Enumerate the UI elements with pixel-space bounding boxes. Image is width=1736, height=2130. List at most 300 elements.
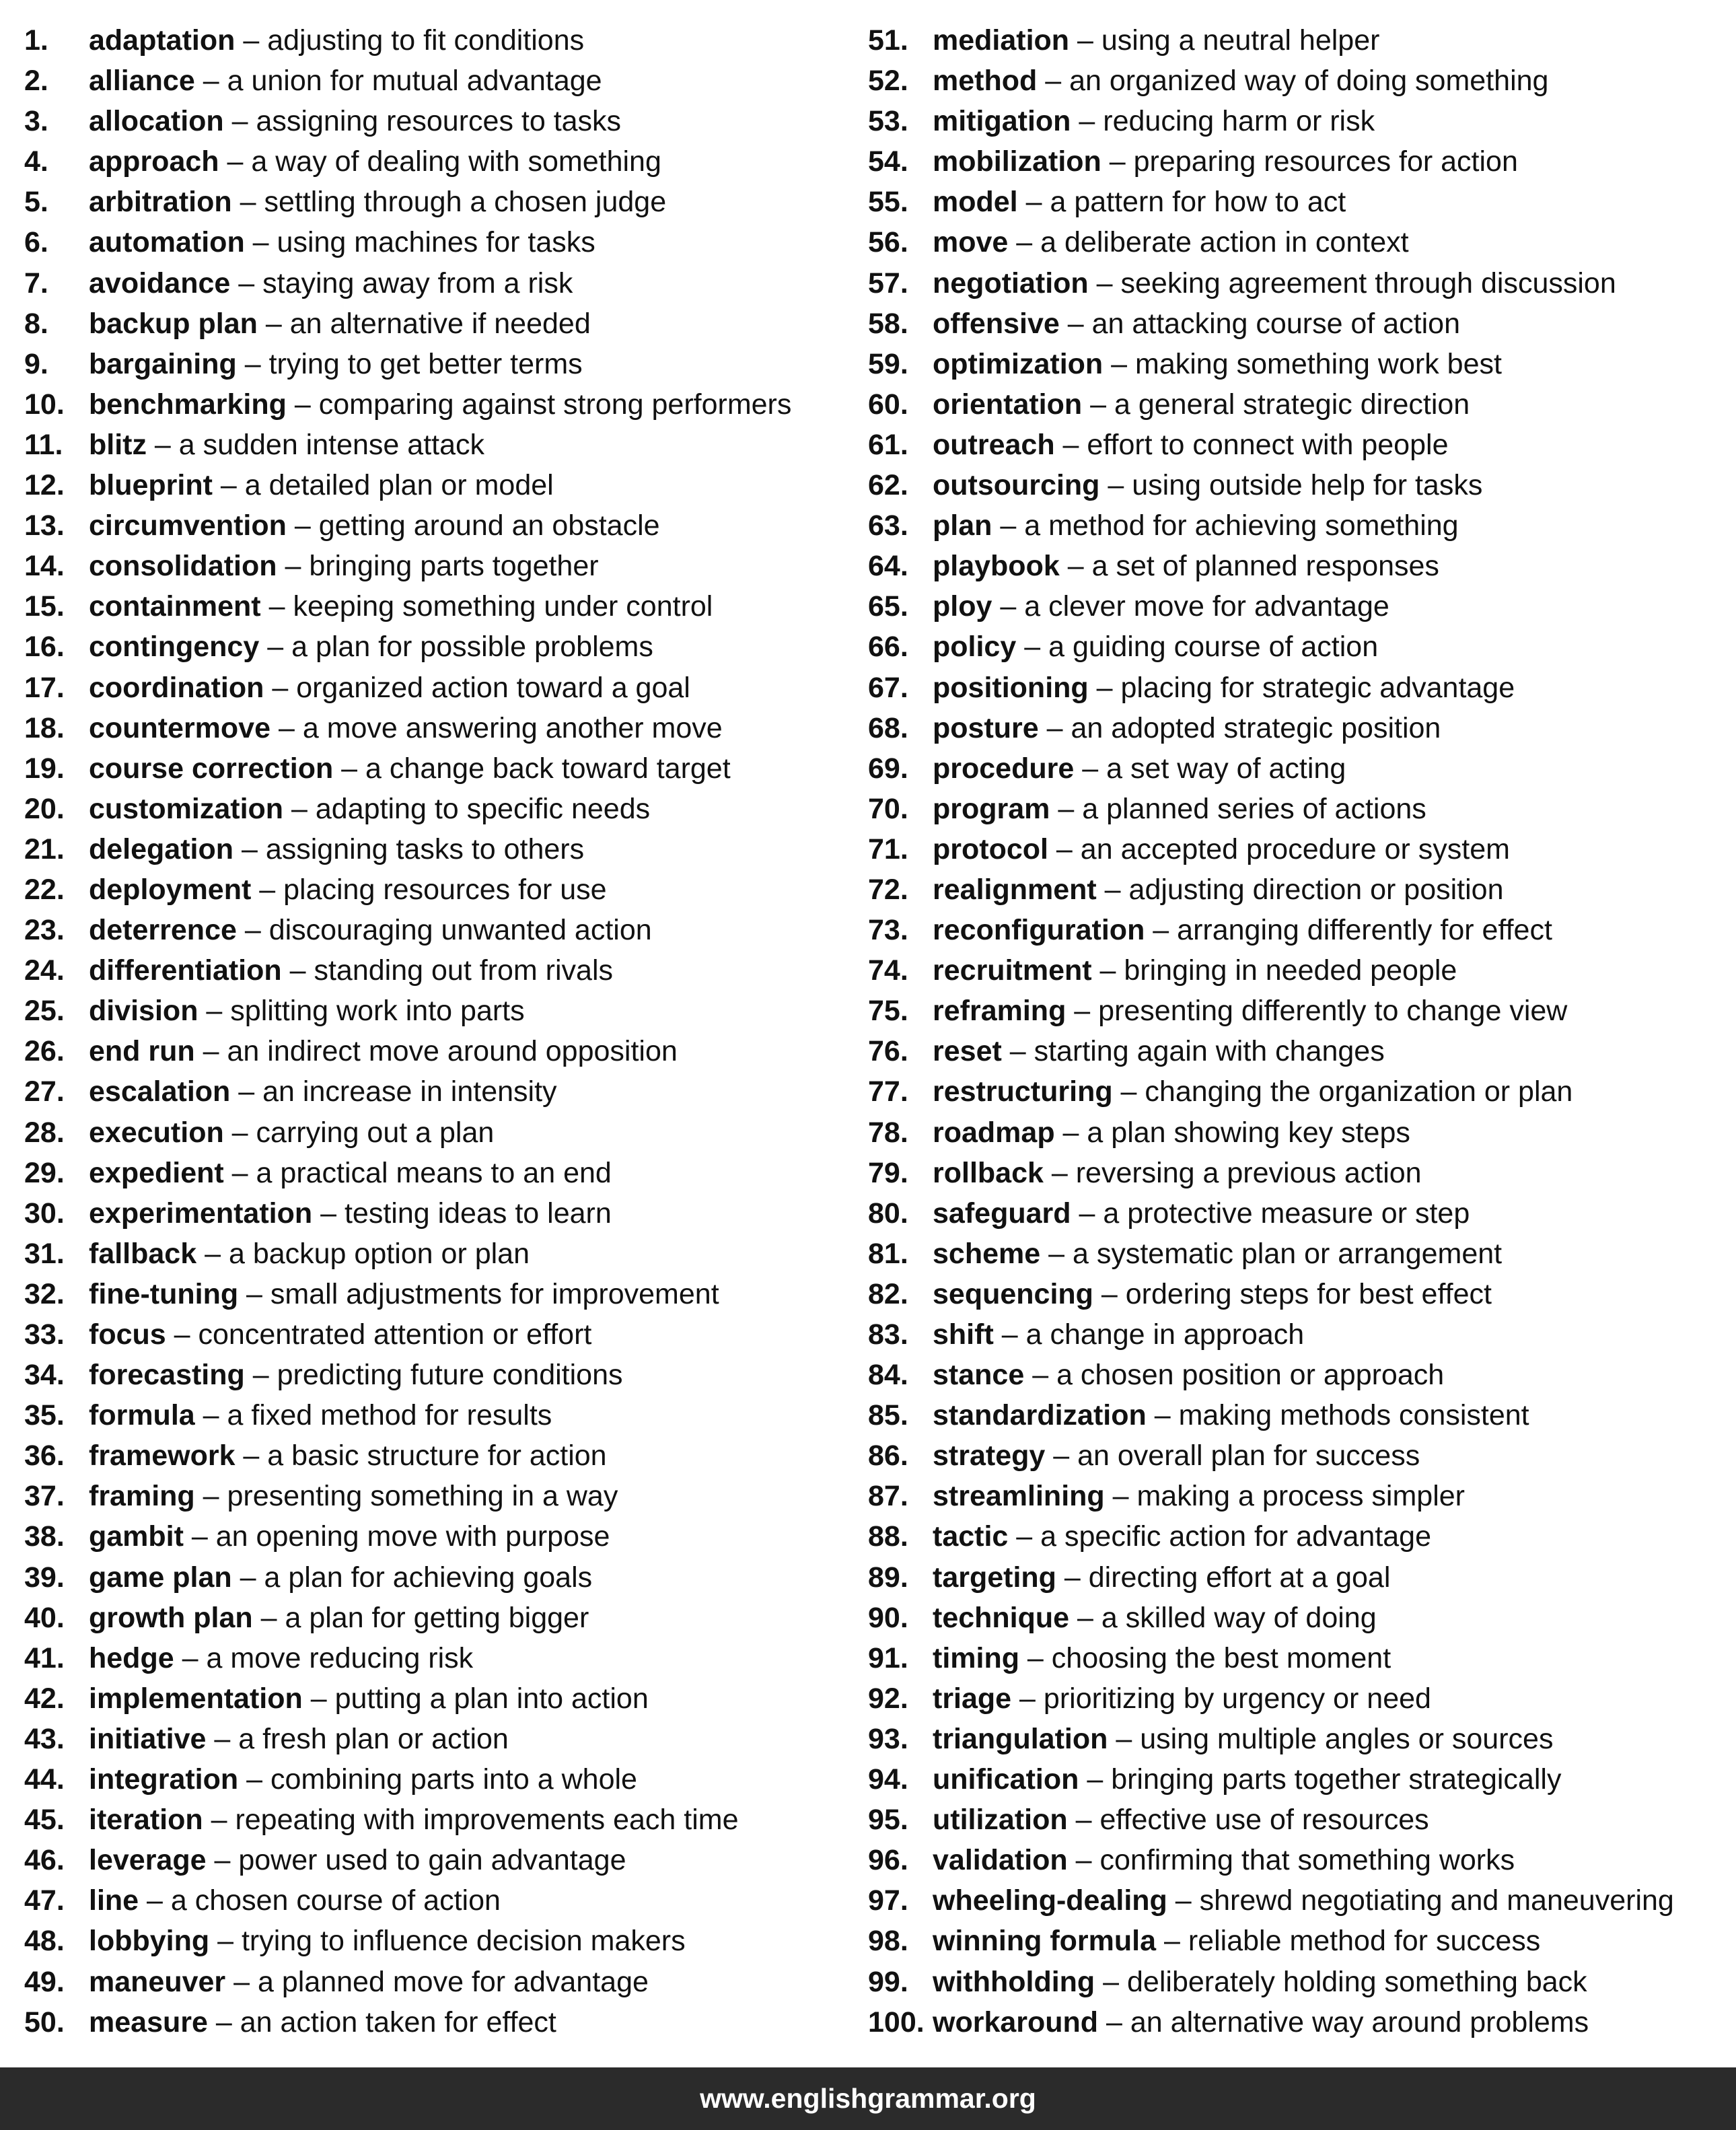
item-definition: preparing resources for action	[1133, 145, 1518, 178]
item-definition: changing the organization or plan	[1145, 1075, 1573, 1108]
item-definition: arranging differently for effect	[1177, 914, 1552, 947]
item-separator: –	[1056, 1561, 1089, 1594]
item-term: restructuring	[933, 1075, 1113, 1108]
item-number: 68.	[868, 711, 908, 744]
list-item	[868, 1476, 1729, 1516]
item-number: 92.	[868, 1682, 908, 1715]
item-definition: comparing against strong performers	[318, 388, 792, 421]
item-number: 87.	[868, 1480, 908, 1513]
item-separator: –	[1059, 307, 1092, 340]
item-separator: –	[194, 1035, 227, 1068]
item-definition: splitting work into parts	[230, 995, 525, 1028]
item-number: 7.	[24, 267, 48, 299]
item-number: 42.	[24, 1682, 65, 1715]
item-term: formula	[89, 1399, 195, 1432]
item-definition: starting again with changes	[1034, 1035, 1385, 1068]
item-separator: –	[270, 711, 303, 744]
list-item	[868, 304, 1729, 344]
item-separator: –	[203, 1804, 236, 1837]
item-number: 65.	[868, 590, 908, 623]
item-term: withholding	[933, 1965, 1095, 1998]
item-term: bargaining	[89, 347, 237, 380]
list-item	[868, 101, 1729, 141]
item-term: positioning	[933, 671, 1089, 704]
item-separator: –	[1101, 145, 1134, 178]
list-item	[868, 505, 1729, 546]
item-term: mediation	[933, 24, 1070, 57]
item-number: 19.	[24, 752, 65, 785]
list-item	[868, 829, 1729, 869]
item-definition: reducing harm or risk	[1103, 105, 1375, 138]
item-number: 46.	[24, 1844, 65, 1877]
item-definition: an organized way of doing something	[1069, 65, 1549, 98]
item-number: 59.	[868, 347, 908, 380]
list-item	[868, 869, 1729, 910]
item-number: 52.	[868, 65, 908, 98]
item-separator: –	[235, 1440, 268, 1472]
item-number: 29.	[24, 1156, 65, 1189]
list-item	[24, 950, 859, 991]
item-number: 40.	[24, 1601, 65, 1634]
list-item	[24, 586, 859, 627]
list-item	[868, 1516, 1729, 1557]
item-separator: –	[1167, 1884, 1200, 1917]
list-item	[868, 627, 1729, 667]
list-item	[868, 1031, 1729, 1071]
item-term: leverage	[89, 1844, 207, 1877]
item-definition: adapting to specific needs	[315, 792, 651, 825]
list-item	[24, 1314, 859, 1355]
item-definition: adjusting direction or position	[1128, 873, 1504, 906]
item-separator: –	[207, 2005, 240, 2038]
list-item	[24, 1153, 859, 1193]
item-term: program	[933, 792, 1050, 825]
list-item	[868, 708, 1729, 748]
list-item	[868, 1112, 1729, 1153]
item-definition: an alternative way around problems	[1130, 2005, 1589, 2038]
item-number: 88.	[868, 1520, 908, 1553]
item-separator: –	[1045, 1440, 1078, 1472]
item-term: realignment	[933, 873, 1097, 906]
item-number: 69.	[868, 752, 908, 785]
item-number: 50.	[24, 2005, 65, 2038]
list-item	[868, 1678, 1729, 1719]
list-item	[868, 1880, 1729, 1921]
item-definition: bringing parts together strategically	[1111, 1763, 1562, 1796]
word-list-column-left	[24, 20, 859, 2043]
item-definition: a backup option or plan	[228, 1237, 530, 1270]
list-item	[24, 708, 859, 748]
item-separator: –	[257, 307, 290, 340]
item-term: arbitration	[89, 186, 232, 219]
item-definition: a systematic plan or arrangement	[1072, 1237, 1503, 1270]
item-term: benchmarking	[89, 388, 287, 421]
item-term: reframing	[933, 995, 1066, 1028]
item-separator: –	[236, 914, 269, 947]
item-definition: a move answering another move	[302, 711, 723, 744]
item-separator: –	[244, 1359, 277, 1392]
list-item	[868, 1719, 1729, 1759]
item-number: 70.	[868, 792, 908, 825]
item-term: blitz	[89, 428, 147, 461]
item-number: 93.	[868, 1722, 908, 1755]
list-item	[868, 748, 1729, 789]
item-separator: –	[252, 1601, 285, 1634]
item-separator: –	[194, 1480, 227, 1513]
item-number: 60.	[868, 388, 908, 421]
item-definition: bringing in needed people	[1124, 954, 1457, 987]
item-number: 99.	[868, 1965, 908, 1998]
list-item	[868, 1234, 1729, 1274]
list-item	[868, 1274, 1729, 1314]
item-number: 98.	[868, 1925, 908, 1958]
item-number: 17.	[24, 671, 65, 704]
item-separator: –	[1011, 1682, 1044, 1715]
item-term: rollback	[933, 1156, 1044, 1189]
item-separator: –	[1054, 1116, 1087, 1149]
item-definition: a change in approach	[1025, 1318, 1305, 1351]
item-number: 71.	[868, 832, 908, 865]
item-definition: repeating with improvements each time	[235, 1804, 739, 1837]
item-definition: a detailed plan or model	[244, 469, 554, 502]
item-term: outsourcing	[933, 469, 1100, 502]
list-item	[868, 465, 1729, 505]
item-definition: an alternative if needed	[289, 307, 591, 340]
item-term: method	[933, 65, 1038, 98]
item-definition: a practical means to an end	[256, 1156, 612, 1189]
item-term: optimization	[933, 347, 1104, 380]
item-definition: a clever move for advantage	[1024, 590, 1389, 623]
item-number: 15.	[24, 590, 65, 623]
item-term: workaround	[933, 2005, 1099, 2038]
word-list-column-right	[868, 20, 1729, 2043]
item-term: reconfiguration	[933, 914, 1145, 947]
list-item	[24, 1112, 859, 1153]
item-number: 33.	[24, 1318, 65, 1351]
item-term: countermove	[89, 711, 271, 744]
item-number: 66.	[868, 631, 908, 664]
item-definition: making a process simpler	[1136, 1480, 1465, 1513]
item-number: 35.	[24, 1399, 65, 1432]
item-separator: –	[166, 1318, 198, 1351]
item-definition: a pattern for how to act	[1050, 186, 1346, 219]
item-number: 63.	[868, 509, 908, 542]
item-term: game plan	[89, 1561, 232, 1594]
item-separator: –	[1071, 1197, 1104, 1230]
item-number: 36.	[24, 1440, 65, 1472]
item-term: utilization	[933, 1804, 1068, 1837]
item-separator: –	[1037, 65, 1070, 98]
list-item	[24, 1395, 859, 1435]
item-definition: choosing the best moment	[1051, 1641, 1391, 1674]
word-list	[0, 20, 1736, 2039]
item-definition: trying to get better terms	[268, 347, 583, 380]
list-item	[868, 1435, 1729, 1476]
item-number: 1.	[24, 24, 48, 57]
item-separator: –	[1043, 1156, 1076, 1189]
item-separator: –	[223, 1116, 256, 1149]
item-definition: an overall plan for success	[1077, 1440, 1420, 1472]
item-separator: –	[1093, 1277, 1126, 1310]
footer-url[interactable]: www.englishgrammar.org	[700, 2083, 1036, 2114]
item-number: 28.	[24, 1116, 65, 1149]
item-separator: –	[993, 1318, 1026, 1351]
item-number: 91.	[868, 1641, 908, 1674]
item-term: line	[89, 1884, 139, 1917]
item-number: 30.	[24, 1197, 65, 1230]
item-definition: assigning tasks to others	[265, 832, 585, 865]
item-number: 80.	[868, 1197, 908, 1230]
item-term: adaptation	[89, 24, 236, 57]
item-definition: using multiple angles or sources	[1140, 1722, 1554, 1755]
item-number: 9.	[24, 347, 48, 380]
list-item	[868, 1759, 1729, 1800]
item-separator: –	[281, 954, 314, 987]
list-item	[868, 586, 1729, 627]
item-term: validation	[933, 1844, 1068, 1877]
item-number: 57.	[868, 267, 908, 299]
item-separator: –	[146, 428, 179, 461]
item-separator: –	[1146, 1399, 1179, 1432]
list-item	[868, 1314, 1729, 1355]
item-separator: –	[277, 550, 310, 583]
item-term: scheme	[933, 1237, 1041, 1270]
item-term: protocol	[933, 832, 1048, 865]
item-term: approach	[89, 145, 219, 178]
item-term: roadmap	[933, 1116, 1055, 1149]
item-definition: discouraging unwanted action	[268, 914, 652, 947]
list-item	[868, 546, 1729, 586]
item-number: 45.	[24, 1804, 65, 1837]
list-item	[24, 61, 859, 101]
item-number: 11.	[24, 428, 63, 461]
item-separator: –	[1001, 1035, 1034, 1068]
item-separator: –	[333, 752, 366, 785]
item-number: 2.	[24, 65, 48, 98]
item-definition: seeking agreement through discussion	[1120, 267, 1616, 299]
list-item	[868, 1355, 1729, 1395]
item-number: 21.	[24, 832, 65, 865]
item-definition: prioritizing by urgency or need	[1043, 1682, 1431, 1715]
item-term: strategy	[933, 1440, 1046, 1472]
list-item	[24, 1274, 859, 1314]
list-item	[868, 263, 1729, 304]
item-term: move	[933, 226, 1009, 259]
list-item	[868, 2002, 1729, 2043]
item-term: timing	[933, 1641, 1019, 1674]
item-term: playbook	[933, 550, 1060, 583]
item-definition: a protective measure or step	[1103, 1197, 1470, 1230]
list-item	[24, 910, 859, 950]
list-item	[24, 384, 859, 425]
item-term: triage	[933, 1682, 1012, 1715]
item-separator: –	[1099, 469, 1132, 502]
item-separator: –	[1008, 226, 1041, 259]
item-term: measure	[89, 2005, 208, 2038]
item-term: hedge	[89, 1641, 174, 1674]
list-item	[868, 182, 1729, 222]
list-item	[24, 101, 859, 141]
item-definition: standing out from rivals	[314, 954, 614, 987]
list-item	[24, 1800, 859, 1840]
item-separator: –	[139, 1884, 171, 1917]
item-separator: –	[1079, 1763, 1112, 1796]
item-definition: an action taken for effect	[240, 2005, 556, 2038]
item-term: deterrence	[89, 914, 237, 947]
item-definition: presenting something in a way	[227, 1480, 618, 1513]
item-term: avoidance	[89, 267, 231, 299]
list-item	[868, 1071, 1729, 1112]
item-separator: –	[194, 65, 227, 98]
item-term: integration	[89, 1763, 239, 1796]
item-term: mobilization	[933, 145, 1101, 178]
item-separator: –	[206, 1722, 239, 1755]
item-definition: shrewd negotiating and maneuvering	[1199, 1884, 1674, 1917]
item-separator: –	[1054, 428, 1087, 461]
list-item	[868, 20, 1729, 61]
item-definition: using machines for tasks	[277, 226, 595, 259]
item-separator: –	[1017, 186, 1050, 219]
item-separator: –	[1112, 1075, 1145, 1108]
list-item	[24, 425, 859, 465]
item-definition: adjusting to fit conditions	[267, 24, 585, 57]
item-definition: staying away from a risk	[262, 267, 573, 299]
list-item	[24, 1962, 859, 2002]
item-separator: –	[235, 24, 268, 57]
item-definition: effort to connect with people	[1087, 428, 1449, 461]
item-definition: a plan for achieving goals	[264, 1561, 593, 1594]
item-number: 72.	[868, 873, 908, 906]
list-item	[868, 141, 1729, 182]
item-number: 14.	[24, 550, 65, 583]
item-number: 10.	[24, 388, 65, 421]
list-item	[24, 263, 859, 304]
list-item	[24, 344, 859, 384]
list-item	[24, 1071, 859, 1112]
item-separator: –	[231, 1561, 264, 1594]
item-separator: –	[251, 873, 284, 906]
item-term: mitigation	[933, 105, 1071, 138]
item-definition: a plan showing key steps	[1087, 1116, 1410, 1149]
item-definition: a planned move for advantage	[257, 1965, 649, 1998]
item-definition: deliberately holding something back	[1127, 1965, 1587, 1998]
item-term: plan	[933, 509, 992, 542]
item-term: fallback	[89, 1237, 197, 1270]
item-separator: –	[238, 1277, 270, 1310]
list-item	[868, 910, 1729, 950]
item-definition: a union for mutual advantage	[227, 65, 602, 98]
item-term: contingency	[89, 631, 260, 664]
item-term: offensive	[933, 307, 1060, 340]
item-term: customization	[89, 792, 284, 825]
site-footer	[0, 2067, 1736, 2130]
item-term: technique	[933, 1601, 1070, 1634]
item-separator: –	[230, 267, 263, 299]
item-term: framework	[89, 1440, 236, 1472]
item-definition: trying to influence decision makers	[241, 1925, 686, 1958]
item-number: 54.	[868, 145, 908, 178]
list-item	[24, 20, 859, 61]
item-separator: –	[1019, 1641, 1052, 1674]
item-separator: –	[1071, 105, 1104, 138]
item-number: 95.	[868, 1804, 908, 1837]
item-number: 49.	[24, 1965, 65, 1998]
item-separator: –	[312, 1197, 345, 1230]
list-item	[868, 1638, 1729, 1678]
item-separator: –	[286, 388, 319, 421]
item-definition: assigning resources to tasks	[256, 105, 622, 138]
item-definition: predicting future conditions	[277, 1359, 623, 1392]
item-term: course correction	[89, 752, 334, 785]
list-item	[868, 1962, 1729, 2002]
item-definition: confirming that something works	[1099, 1844, 1515, 1877]
list-item	[24, 1921, 859, 1961]
item-number: 25.	[24, 995, 65, 1028]
item-term: standardization	[933, 1399, 1147, 1432]
item-term: ploy	[933, 590, 992, 623]
item-definition: an opening move with purpose	[215, 1520, 610, 1553]
list-item	[24, 748, 859, 789]
item-definition: a way of dealing with something	[251, 145, 661, 178]
list-item	[24, 668, 859, 708]
item-number: 96.	[868, 1844, 908, 1877]
item-number: 58.	[868, 307, 908, 340]
list-item	[24, 182, 859, 222]
list-item	[24, 1719, 859, 1759]
item-term: recruitment	[933, 954, 1092, 987]
item-term: expedient	[89, 1156, 224, 1189]
list-item	[868, 668, 1729, 708]
item-term: framing	[89, 1480, 195, 1513]
list-item	[868, 61, 1729, 101]
item-definition: reliable method for success	[1188, 1925, 1541, 1958]
item-definition: an increase in intensity	[262, 1075, 557, 1108]
item-separator: –	[286, 509, 319, 542]
item-number: 67.	[868, 671, 908, 704]
item-separator: –	[283, 792, 316, 825]
list-item	[24, 1435, 859, 1476]
item-separator: –	[992, 509, 1025, 542]
list-item	[24, 991, 859, 1031]
item-term: escalation	[89, 1075, 231, 1108]
item-definition: a skilled way of doing	[1101, 1601, 1377, 1634]
item-separator: –	[236, 347, 269, 380]
item-definition: power used to gain advantage	[238, 1844, 626, 1877]
list-item	[24, 1840, 859, 1880]
item-separator: –	[223, 1156, 256, 1189]
item-number: 41.	[24, 1641, 65, 1674]
item-term: maneuver	[89, 1965, 226, 1998]
item-separator: –	[198, 995, 231, 1028]
item-term: tactic	[933, 1520, 1009, 1553]
item-separator: –	[244, 226, 277, 259]
item-definition: a method for achieving something	[1024, 509, 1459, 542]
item-separator: –	[1059, 550, 1092, 583]
item-term: blueprint	[89, 469, 213, 502]
item-definition: a plan for possible problems	[291, 631, 653, 664]
item-definition: using outside help for tasks	[1132, 469, 1483, 502]
item-term: execution	[89, 1116, 224, 1149]
item-number: 51.	[868, 24, 908, 57]
list-item	[24, 869, 859, 910]
item-number: 53.	[868, 105, 908, 138]
item-term: experimentation	[89, 1197, 313, 1230]
item-separator: –	[1008, 1520, 1041, 1553]
item-number: 62.	[868, 469, 908, 502]
list-item	[24, 1516, 859, 1557]
item-term: lobbying	[89, 1925, 210, 1958]
list-item	[868, 950, 1729, 991]
